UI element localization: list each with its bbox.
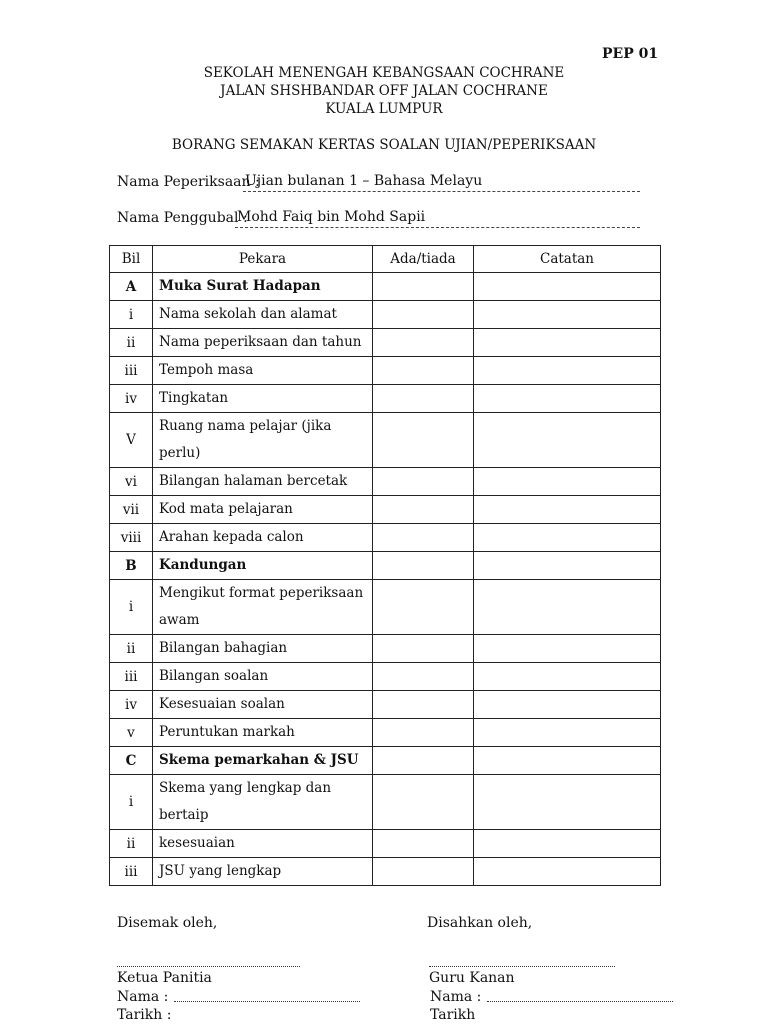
table-row: [110, 273, 661, 301]
row-number: iv: [110, 691, 153, 719]
checklist-item: Kesesuaian soalan: [153, 691, 373, 719]
table-row: [110, 580, 661, 635]
checklist-item: JSU yang lengkap: [153, 858, 373, 886]
row-number: v: [110, 719, 153, 747]
catatan-cell[interactable]: [474, 635, 661, 663]
ada-tiada-cell[interactable]: [373, 524, 474, 552]
row-number: i: [110, 301, 153, 329]
ada-tiada-cell[interactable]: [373, 747, 474, 775]
column-header-bil: Bil: [110, 246, 153, 273]
catatan-cell[interactable]: [474, 719, 661, 747]
left-role: Ketua Panitia: [117, 970, 212, 986]
section-heading: Kandungan: [153, 552, 373, 580]
ada-tiada-cell[interactable]: [373, 775, 474, 830]
ada-tiada-cell[interactable]: [373, 496, 474, 524]
ada-tiada-cell[interactable]: [373, 858, 474, 886]
table-row: [110, 635, 661, 663]
ada-tiada-cell[interactable]: [373, 580, 474, 635]
school-address: JALAN SHSHBANDAR OFF JALAN COCHRANE: [220, 83, 548, 99]
form-title: BORANG SEMAKAN KERTAS SOALAN UJIAN/PEPERIKSAAN: [171, 137, 597, 153]
table-row: [110, 413, 661, 468]
checklist-item: Peruntukan markah: [153, 719, 373, 747]
left-date-label: Tarikh :: [117, 1007, 172, 1023]
row-number: viii: [110, 524, 153, 552]
signature-line-right: [429, 965, 615, 967]
table-row: [110, 385, 661, 413]
row-number: ii: [110, 329, 153, 357]
row-number: vii: [110, 496, 153, 524]
catatan-cell[interactable]: [474, 775, 661, 830]
setter-name-field[interactable]: Mohd Faiq bin Mohd Sapii: [235, 209, 640, 228]
ada-tiada-cell[interactable]: [373, 663, 474, 691]
checklist-item: Ruang nama pelajar (jika perlu): [153, 413, 373, 468]
checklist-item: Skema yang lengkap dan bertaip: [153, 775, 373, 830]
ada-tiada-cell[interactable]: [373, 329, 474, 357]
signature-line-left: [117, 965, 300, 967]
table-header-row: [110, 246, 661, 273]
row-number: ii: [110, 635, 153, 663]
left-name-label: Nama :: [117, 989, 169, 1005]
column-header-catatan: Catatan: [474, 246, 661, 273]
catatan-cell[interactable]: [474, 301, 661, 329]
catatan-cell[interactable]: [474, 552, 661, 580]
ada-tiada-cell[interactable]: [373, 357, 474, 385]
ada-tiada-cell[interactable]: [373, 552, 474, 580]
school-city: KUALA LUMPUR: [325, 101, 443, 117]
checklist-item: Tempoh masa: [153, 357, 373, 385]
table-row: [110, 552, 661, 580]
row-number: C: [110, 747, 153, 775]
exam-name-field[interactable]: Ujian bulanan 1 – Bahasa Melayu: [243, 173, 640, 192]
table-row: [110, 830, 661, 858]
right-name-field[interactable]: [487, 1000, 673, 1002]
ada-tiada-cell[interactable]: [373, 719, 474, 747]
checklist-item: Arahan kepada calon: [153, 524, 373, 552]
catatan-cell[interactable]: [474, 413, 661, 468]
row-number: iii: [110, 357, 153, 385]
table-row: [110, 747, 661, 775]
row-number: B: [110, 552, 153, 580]
exam-name-label: Nama Peperiksaan :: [117, 174, 260, 190]
catatan-cell[interactable]: [474, 830, 661, 858]
catatan-cell[interactable]: [474, 496, 661, 524]
approved-by-heading: Disahkan oleh,: [427, 915, 533, 931]
column-header-ada-tiada: Ada/tiada: [373, 246, 474, 273]
table-row: [110, 468, 661, 496]
right-role: Guru Kanan: [429, 970, 515, 986]
ada-tiada-cell[interactable]: [373, 691, 474, 719]
section-heading: Skema pemarkahan & JSU: [153, 747, 373, 775]
catatan-cell[interactable]: [474, 580, 661, 635]
catatan-cell[interactable]: [474, 329, 661, 357]
column-header-pekara: Pekara: [153, 246, 373, 273]
section-heading: Muka Surat Hadapan: [153, 273, 373, 301]
catatan-cell[interactable]: [474, 524, 661, 552]
catatan-cell[interactable]: [474, 747, 661, 775]
table-row: [110, 775, 661, 830]
row-number: V: [110, 413, 153, 468]
checklist-item: Bilangan bahagian: [153, 635, 373, 663]
ada-tiada-cell[interactable]: [373, 468, 474, 496]
ada-tiada-cell[interactable]: [373, 830, 474, 858]
table-row: [110, 357, 661, 385]
table-row: [110, 329, 661, 357]
catatan-cell[interactable]: [474, 273, 661, 301]
ada-tiada-cell[interactable]: [373, 273, 474, 301]
ada-tiada-cell[interactable]: [373, 301, 474, 329]
checklist-item: Bilangan soalan: [153, 663, 373, 691]
catatan-cell[interactable]: [474, 468, 661, 496]
checklist-item: Kod mata pelajaran: [153, 496, 373, 524]
catatan-cell[interactable]: [474, 385, 661, 413]
right-date-label: Tarikh: [430, 1007, 476, 1023]
table-row: [110, 719, 661, 747]
left-name-field[interactable]: [174, 1000, 360, 1002]
row-number: i: [110, 580, 153, 635]
ada-tiada-cell[interactable]: [373, 413, 474, 468]
checklist-table: [109, 245, 661, 886]
ada-tiada-cell[interactable]: [373, 635, 474, 663]
table-row: [110, 301, 661, 329]
right-name-label: Nama :: [430, 989, 482, 1005]
table-row: [110, 691, 661, 719]
checklist-item: Mengikut format peperiksaan awam: [153, 580, 373, 635]
checklist-item: Nama peperiksaan dan tahun: [153, 329, 373, 357]
ada-tiada-cell[interactable]: [373, 385, 474, 413]
catatan-cell[interactable]: [474, 663, 661, 691]
row-number: ii: [110, 830, 153, 858]
table-row: [110, 663, 661, 691]
catatan-cell[interactable]: [474, 357, 661, 385]
checklist-item: Bilangan halaman bercetak: [153, 468, 373, 496]
row-number: vi: [110, 468, 153, 496]
row-number: iv: [110, 385, 153, 413]
table-row: [110, 496, 661, 524]
catatan-cell[interactable]: [474, 691, 661, 719]
checklist-item: kesesuaian: [153, 830, 373, 858]
row-number: iii: [110, 858, 153, 886]
checklist-item: Tingkatan: [153, 385, 373, 413]
table-row: [110, 858, 661, 886]
row-number: i: [110, 775, 153, 830]
row-number: iii: [110, 663, 153, 691]
row-number: A: [110, 273, 153, 301]
document-code: PEP 01: [602, 46, 659, 62]
reviewed-by-heading: Disemak oleh,: [117, 915, 218, 931]
checklist-item: Nama sekolah dan alamat: [153, 301, 373, 329]
table-row: [110, 524, 661, 552]
school-name: SEKOLAH MENENGAH KEBANGSAAN COCHRANE: [203, 65, 565, 81]
setter-name-label: Nama Penggubal :: [117, 210, 248, 226]
catatan-cell[interactable]: [474, 858, 661, 886]
